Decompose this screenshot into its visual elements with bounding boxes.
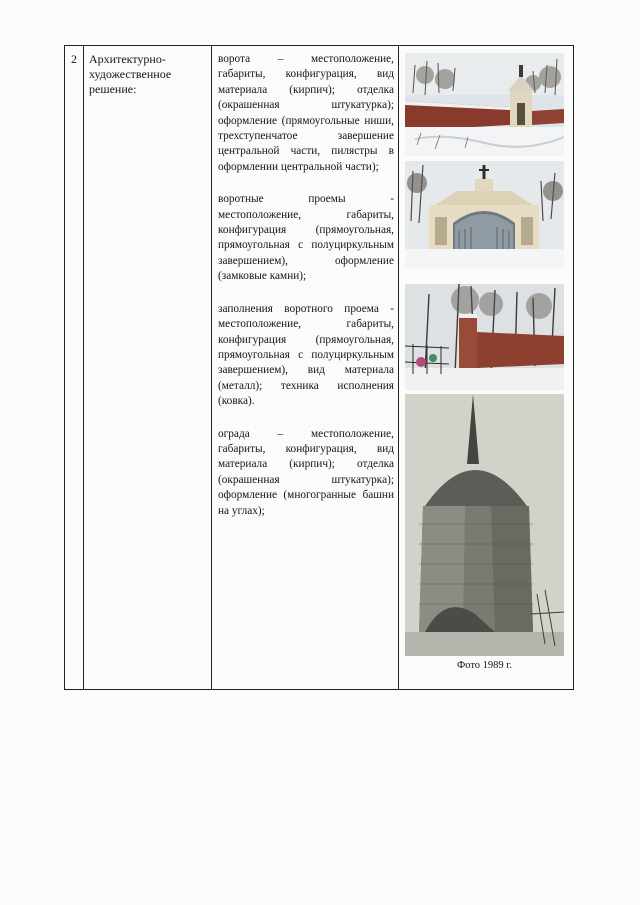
photo-tower-1989 xyxy=(405,394,564,656)
photo-caption: Фото 1989 г. xyxy=(456,660,513,671)
photo-gate-arch xyxy=(405,161,564,268)
photo-wall-chapel xyxy=(405,53,564,156)
photo-fence-trees xyxy=(405,284,564,390)
paragraph-gates: ворота – местоположение, габариты, конфигурация, вид материала (кирпич); отделка (окрашенная штукатурка); оформление (прямоугольные ниши, трехступенчатое завершение центральной части, пилястры в оформлении центральной части); xyxy=(218,53,394,173)
paragraph-fence: ограда – местоположение, габариты, конфигурация, вид материала (кирпич); отделка (окрашенная штукатурка); оформление (многогранные башни на углах); xyxy=(218,427,394,517)
row-number: 2 xyxy=(71,52,77,66)
paragraph-gate-openings: воротные проемы - местоположение, габариты, конфигурация (прямоугольная, прямоугольная с полуциркульным завершением), оформление (замковые камни); xyxy=(218,193,394,283)
paragraph-gate-fillings: заполнения воротного проема - местоположение, габариты, конфигурация (прямоугольная, прямоугольная с полуциркульным завершением), вид материала (металл); техника исполнения (ковка). xyxy=(218,302,394,408)
table-divider xyxy=(211,46,212,689)
table-divider xyxy=(83,46,84,689)
row-title: Архитектурно-художественное решение: xyxy=(89,52,172,96)
description-table xyxy=(64,45,574,690)
row-description xyxy=(218,52,394,536)
table-divider xyxy=(398,46,399,689)
